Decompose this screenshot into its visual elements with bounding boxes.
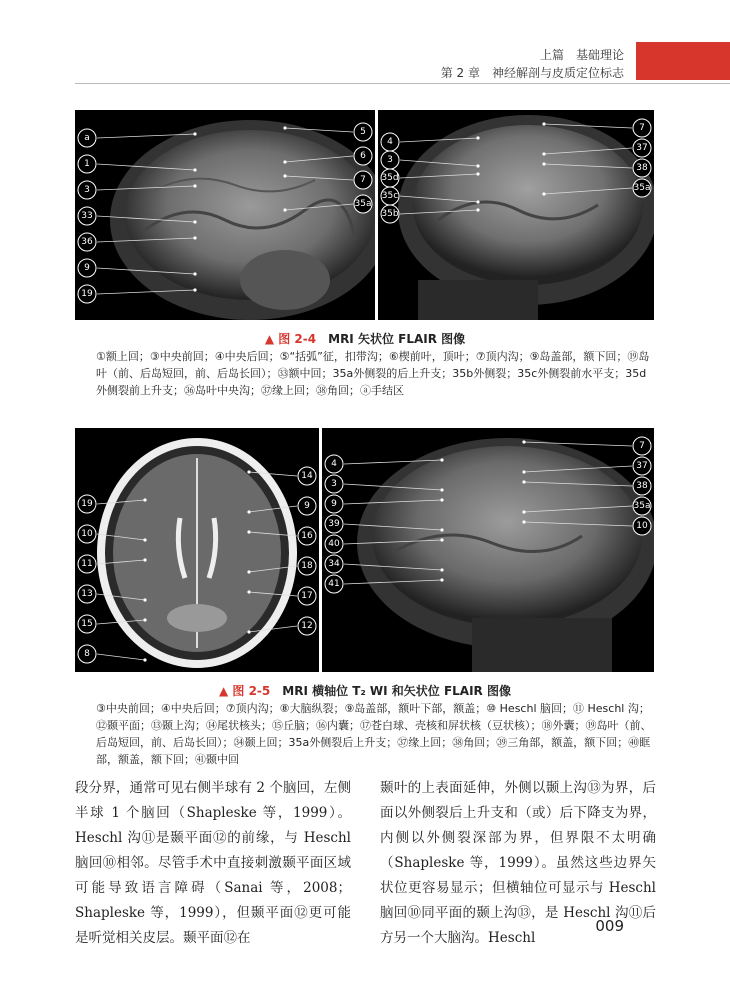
callout-label: 1 [84,159,90,169]
callout-label: 12 [301,621,313,631]
callout-target-dot [143,558,146,561]
callout-target-dot [193,184,196,187]
callout-label: 35a [633,501,651,511]
callout-label: 19 [81,289,93,299]
callout-label: 14 [301,471,313,481]
callout-label: 40 [328,539,340,549]
figure-2-4-caption: ①额上回；③中央前回；④中央后回；⑤“括弧”征，扣带沟；⑥楔前叶，顶叶；⑦顶内沟；⑨岛盖部，额下回；⑲岛叶（前、后岛短回，前、后岛长回）；㉝额中回；35a外侧裂的后上升支；35b外侧裂；35c外侧裂前水平支；35d外侧裂前上升支；㊱岛叶中央沟；㊲缘上回；㊳角回；ⓐ手结区 [96,350,650,397]
callout-target-dot [440,538,443,541]
mri-axial-t2 [75,428,319,672]
callout-target-dot [522,480,525,483]
callout-label: 3 [84,185,90,195]
callout-target-dot [247,470,250,473]
chapter-tab-decoration [636,42,730,80]
callout-label: a [84,133,90,143]
callout-target-dot [476,164,479,167]
mri-sagittal-flair-left [75,110,375,320]
callout-label: 36 [81,237,93,247]
callout-label: 38 [636,163,648,173]
callout-target-dot [440,568,443,571]
callout-target-dot [476,172,479,175]
callout-label: 35c [381,191,399,201]
callout-label: 15 [81,619,93,629]
callout-target-dot [283,174,286,177]
callout-label: 33 [81,211,93,221]
callout-target-dot [247,530,250,533]
callout-target-dot [440,578,443,581]
callout-target-dot [542,122,545,125]
callout-label: 35a [633,183,651,193]
callout-target-dot [522,520,525,523]
figure-2-5-caption: ③中央前回；④中央后回；⑦顶内沟；⑧大脑纵裂；⑨岛盖部，额叶下部，额盖；⑩ Heschl 脑回；⑪ Heschl 沟；⑫颞平面；⑬颞上沟；⑭尾状核头；⑮丘脑；⑯内囊；⑰苍白球、壳核和屏状核（豆状核）；⑱外囊；⑲岛叶（前、后岛短回，前、后岛长回）；㉞颞上回；35a外侧裂后上升支；㊲缘上回；㊳角回；㊴三角部，额盖，额下回；㊵眶部，额盖，额下回；㊶颞中回 [96,702,652,766]
callout-label: 41 [328,579,340,589]
callout-target-dot [247,570,250,573]
callout-target-dot [143,618,146,621]
callout-target-dot [143,498,146,501]
callout-target-dot [247,630,250,633]
callout-target-dot [193,220,196,223]
callout-label: 9 [84,263,90,273]
callout-label: 9 [304,501,310,511]
callout-label: 19 [81,499,93,509]
callout-label: 10 [636,521,648,531]
callout-label: 3 [387,155,393,165]
callout-label: 35d [381,173,399,183]
body-text-right-column: 颞叶的上表面延伸，外侧以颞上沟⑬为界，后面以外侧裂后上升支和（或）后下降支为界，内侧以外侧裂深部为界，但界限不太明确（Shapleske 等，1999）。虽然这些边界矢状位更容易显示；但横轴位可显示与 Heschl 脑回⑩同平面的颞上沟⑬，是 Heschl 沟⑪后方另一个大脑沟。Heschl [380,780,656,946]
callout-label: 10 [81,529,93,539]
callout-label: 35a [354,199,372,209]
callout-target-dot [247,510,250,513]
callout-target-dot [193,288,196,291]
callout-label: 3 [331,479,337,489]
callout-label: 35b [381,209,399,219]
callout-target-dot [283,160,286,163]
callout-label: 4 [387,137,393,147]
callout-target-dot [193,168,196,171]
callout-target-dot [440,528,443,531]
callout-label: 34 [328,559,340,569]
callout-target-dot [440,458,443,461]
callout-target-dot [143,598,146,601]
callout-label: 17 [301,591,313,601]
callout-target-dot [542,162,545,165]
figure-2-4-title: ▲ 图 2-4 MRI 矢状位 FLAIR 图像 [264,332,466,346]
callout-target-dot [522,510,525,513]
callout-label: 6 [360,151,366,161]
callout-label: 7 [360,175,366,185]
callout-leader-line [97,654,145,660]
body-text-left-column: 段分界，通常可见右侧半球有 2 个脑回，左侧半球 1 个脑回（Shapleske 等，1999）。Heschl 沟⑪是颞平面⑫的前缘，与 Heschl 脑回⑩相邻。尽管手术中直接刺激颞平面区域可能导致语言障碍（Sanai 等，2008；Shapleske 等，1999），但颞平面⑫更可能是听觉相关皮层。颞平面⑫在 [75,780,351,946]
mri-sagittal-flair-right [378,110,654,320]
callout-target-dot [476,200,479,203]
callout-label: 7 [639,441,645,451]
callout-target-dot [522,440,525,443]
header-chapter: 第 2 章 神经解剖与皮质定位标志 [440,66,624,80]
header-section: 上篇 基础理论 [539,48,624,62]
figure-2-5-title: ▲ 图 2-5 MRI 横轴位 T₂ WI 和矢状位 FLAIR 图像 [219,684,511,698]
callout-target-dot [542,152,545,155]
callout-label: 38 [636,481,648,491]
callout-target-dot [440,498,443,501]
callout-label: 11 [81,559,93,569]
callout-target-dot [522,470,525,473]
callout-label: 5 [360,127,366,137]
callout-label: 9 [331,499,337,509]
callout-target-dot [193,272,196,275]
page-number: 009 [595,917,624,935]
callout-target-dot [476,136,479,139]
callout-target-dot [440,488,443,491]
callout-label: 4 [331,459,337,469]
callout-label: 7 [639,123,645,133]
triangle-icon: ▲ [219,684,233,698]
callout-label: 16 [301,531,313,541]
callout-target-dot [542,192,545,195]
callout-label: 37 [636,143,648,153]
callout-target-dot [193,132,196,135]
callout-target-dot [143,658,146,661]
callout-target-dot [143,538,146,541]
callout-target-dot [283,208,286,211]
callout-label: 8 [84,649,90,659]
triangle-icon: ▲ [264,332,279,346]
callout-target-dot [283,126,286,129]
callout-target-dot [476,208,479,211]
callout-label: 18 [301,561,313,571]
header-divider [75,83,730,84]
callout-target-dot [193,236,196,239]
callout-label: 13 [81,589,93,599]
mri-sagittal-flair-fig25 [322,428,654,672]
callout-label: 37 [636,461,648,471]
callout-target-dot [247,590,250,593]
callout-label: 39 [328,519,340,529]
